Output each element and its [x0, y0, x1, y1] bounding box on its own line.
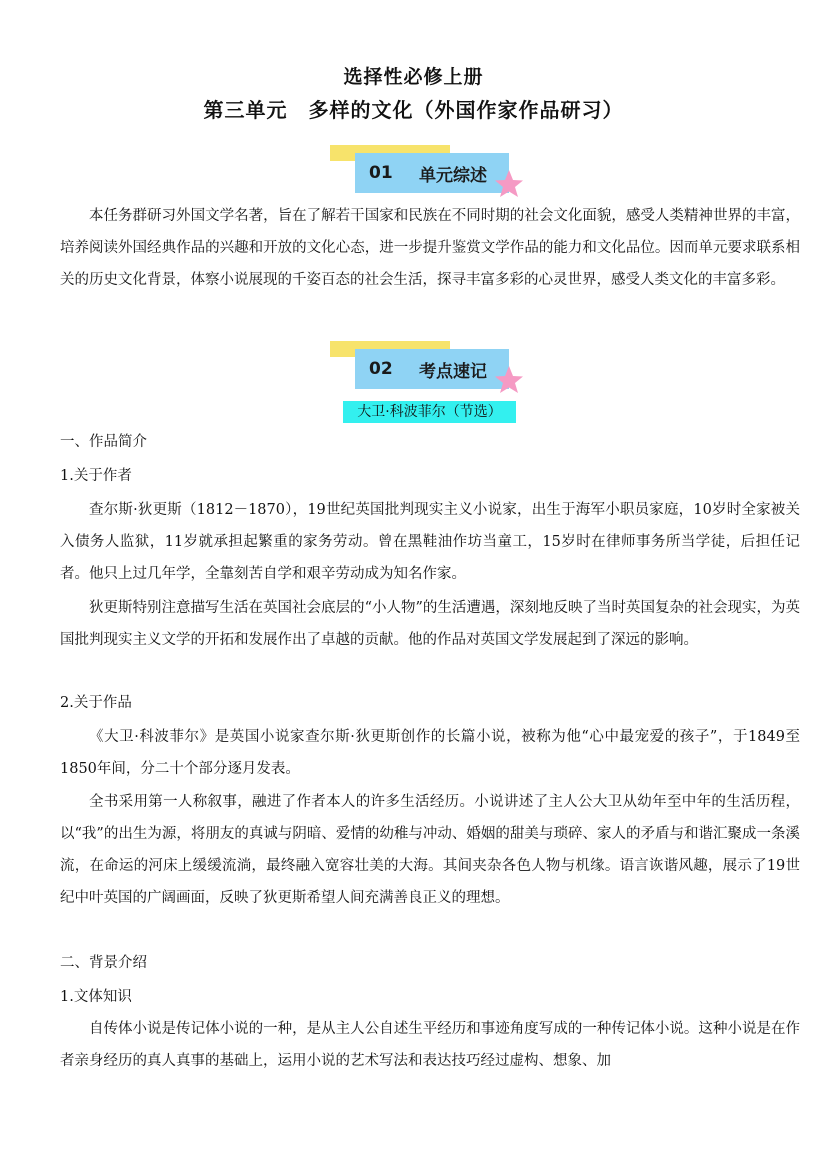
part1-heading: 一、作品简介 — [60, 434, 147, 450]
banner-blue-box — [355, 153, 509, 193]
section-number: 02 — [369, 359, 393, 379]
part2-sub1-heading: 1.文体知识 — [60, 989, 132, 1005]
part1-sub1-heading: 1.关于作者 — [60, 468, 132, 484]
author-paragraph-1: 查尔斯·狄更斯（1812－1870），19世纪英国批判现实主义小说家，出生于海军小职员家庭，10岁时全家被关入债务人监狱，11岁就承担起繁重的家务劳动。曾在黑鞋油作坊当童工，15岁时在律师事务所当学徒，后担任记者。他只上过几年学，全靠刻苦自学和艰辛劳动成为知名作家。 — [60, 502, 800, 582]
section-label: 考点速记 — [419, 361, 487, 382]
work-paragraph-2: 全书采用第一人称叙事，融进了作者本人的许多生活经历。小说讲述了主人公大卫从幼年至中年的生活历程，以“我”的出生为源，将朋友的真诚与阴暗、爱情的幼稚与冲动、婚姻的甜美与琐碎、家人的矛盾与和谐汇聚成一条溪流，在命运的河床上缓缓流淌，最终融入宽容壮美的大海。其间夹杂各色人物与机缘。语言诙谐风趣，展示了19世纪中叶英国的广阔画面，反映了狄更斯希望人间充满善良正义的理想。 — [60, 794, 800, 906]
overview-paragraph: 本任务群研习外国文学名著，旨在了解若干国家和民族在不同时期的社会文化面貌，感受人类精神世界的丰富，培养阅读外国经典作品的兴趣和开放的文化心态，进一步提升鉴赏文学作品的能力和文化品位。因而单元要求联系相关的历史文化背景，体察小说展现的千姿百态的社会生活，探寻丰富多彩的心灵世界，感受人类文化的丰富多彩。 — [60, 208, 800, 288]
page-title-line1: 选择性必修上册 — [343, 66, 484, 88]
author-paragraph-2: 狄更斯特别注意描写生活在英国社会底层的“小人物”的生活遭遇，深刻地反映了当时英国复杂的社会现实，为英国批判现实主义文学的开拓和发展作出了卓越的贡献。他的作品对英国文学发展起到了深远的影响。 — [60, 600, 800, 648]
section-label: 单元综述 — [419, 165, 487, 186]
section-banner-02 — [330, 341, 530, 397]
work-paragraph-1: 《大卫·科波菲尔》是英国小说家查尔斯·狄更斯创作的长篇小说，被称为他“心中最宠爱的孩子”，于1849至1850年间，分二十个部分逐月发表。 — [60, 729, 800, 777]
star-icon — [494, 169, 524, 199]
genre-paragraph-1: 自传体小说是传记体小说的一种，是从主人公自述生平经历和事迹角度写成的一种传记体小说。这种小说是在作者亲身经历的真人真事的基础上，运用小说的艺术写法和表达技巧经过虚构、想象、加 — [60, 1021, 800, 1069]
part2-heading: 二、背景介绍 — [60, 955, 147, 971]
star-icon — [494, 365, 524, 395]
work-title: 大卫·科波菲尔（节选） — [343, 401, 516, 423]
banner-blue-box — [355, 349, 509, 389]
section-number: 01 — [369, 163, 393, 183]
part1-sub2-heading: 2.关于作品 — [60, 695, 132, 711]
page-title-line2: 第三单元 多样的文化（外国作家作品研习） — [203, 98, 624, 122]
section-banner-01 — [330, 145, 530, 201]
